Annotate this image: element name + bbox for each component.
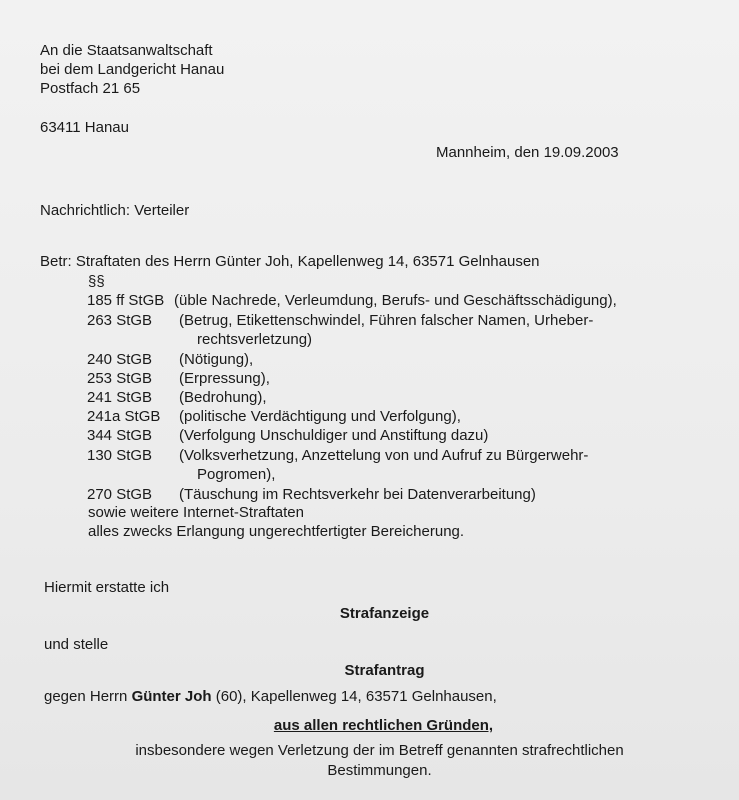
accused-name: Günter Joh [131, 688, 212, 705]
law-code: 253 StGB [87, 370, 153, 387]
subject-line [40, 252, 540, 271]
recipient-line-3: Postfach 21 65 [40, 80, 141, 97]
law-description-continued: Pogromen), [197, 466, 276, 483]
gegen-prefix: gegen Herrn [44, 688, 128, 705]
law-description: (Erpressung), [179, 370, 270, 387]
law-description: (Betrug, Etikettenschwindel, Führen falscher Namen, Urheber- [179, 312, 594, 329]
law-item [87, 311, 594, 348]
law-description: (Täuschung im Rechtsverkehr bei Datenverarbeitung) [179, 486, 536, 503]
law-description: (Nötigung), [179, 351, 254, 368]
und-stelle-line: und stelle [44, 636, 109, 653]
law-code: 241 StGB [87, 389, 153, 406]
subject-text: Straftaten des Herrn Günter Joh, Kapellenweg 14, 63571 Gelnhausen [75, 253, 540, 270]
law-code: 263 StGB [87, 312, 153, 329]
law-code: 240 StGB [87, 351, 153, 368]
gegen-suffix: (60), Kapellenweg 14, 63571 Gelnhausen, [215, 688, 497, 705]
law-item [87, 485, 536, 504]
law-code: 241a StGB [87, 408, 161, 425]
law-description-continued: rechtsverletzung) [197, 331, 313, 348]
subject-prefix: Betr: [40, 253, 72, 270]
cc-line: Nachrichtlich: Verteiler [40, 202, 190, 219]
strafanzeige-heading: Strafanzeige [339, 605, 430, 622]
purpose-line: alles zwecks Erlangung ungerechtfertigter Bereicherung. [88, 523, 465, 540]
law-code: 344 StGB [87, 427, 153, 444]
law-item [87, 350, 254, 369]
paragraph-sign: §§ [88, 273, 105, 290]
law-item [87, 388, 267, 407]
strafantrag-heading: Strafantrag [344, 662, 425, 679]
insbesondere-line-1: insbesondere wegen Verletzung der im Betreff genannten strafrechtlichen [135, 742, 624, 759]
recipient-line-2: bei dem Landgericht Hanau [40, 61, 225, 78]
law-description: (Bedrohung), [179, 389, 267, 406]
date-line: Mannheim, den 19.09.2003 [436, 144, 619, 161]
additional-offenses: sowie weitere Internet-Straftaten [88, 504, 304, 521]
law-description: (politische Verdächtigung und Verfolgung), [179, 408, 461, 425]
insbesondere-line-2: Bestimmungen. [327, 762, 432, 779]
law-description: (üble Nachrede, Verleumdung, Berufs- und Geschäftsschädigung), [174, 292, 617, 309]
law-item [87, 426, 489, 445]
law-code: 185 ff StGB [87, 292, 165, 309]
law-item [87, 369, 270, 388]
law-item [87, 407, 461, 426]
law-item [87, 446, 589, 483]
legal-grounds-heading: aus allen rechtlichen Gründen, [273, 717, 494, 734]
law-item [87, 291, 617, 310]
law-code: 270 StGB [87, 486, 153, 503]
recipient-city: 63411 Hanau [40, 119, 129, 136]
law-description: (Verfolgung Unschuldiger und Anstiftung dazu) [179, 427, 489, 444]
hiermit-line: Hiermit erstatte ich [44, 579, 170, 596]
law-code: 130 StGB [87, 447, 153, 464]
law-description: (Volksverhetzung, Anzettelung von und Aufruf zu Bürgerwehr- [179, 447, 589, 464]
gegen-line [44, 687, 497, 706]
recipient-line-1: An die Staatsanwaltschaft [40, 42, 213, 59]
